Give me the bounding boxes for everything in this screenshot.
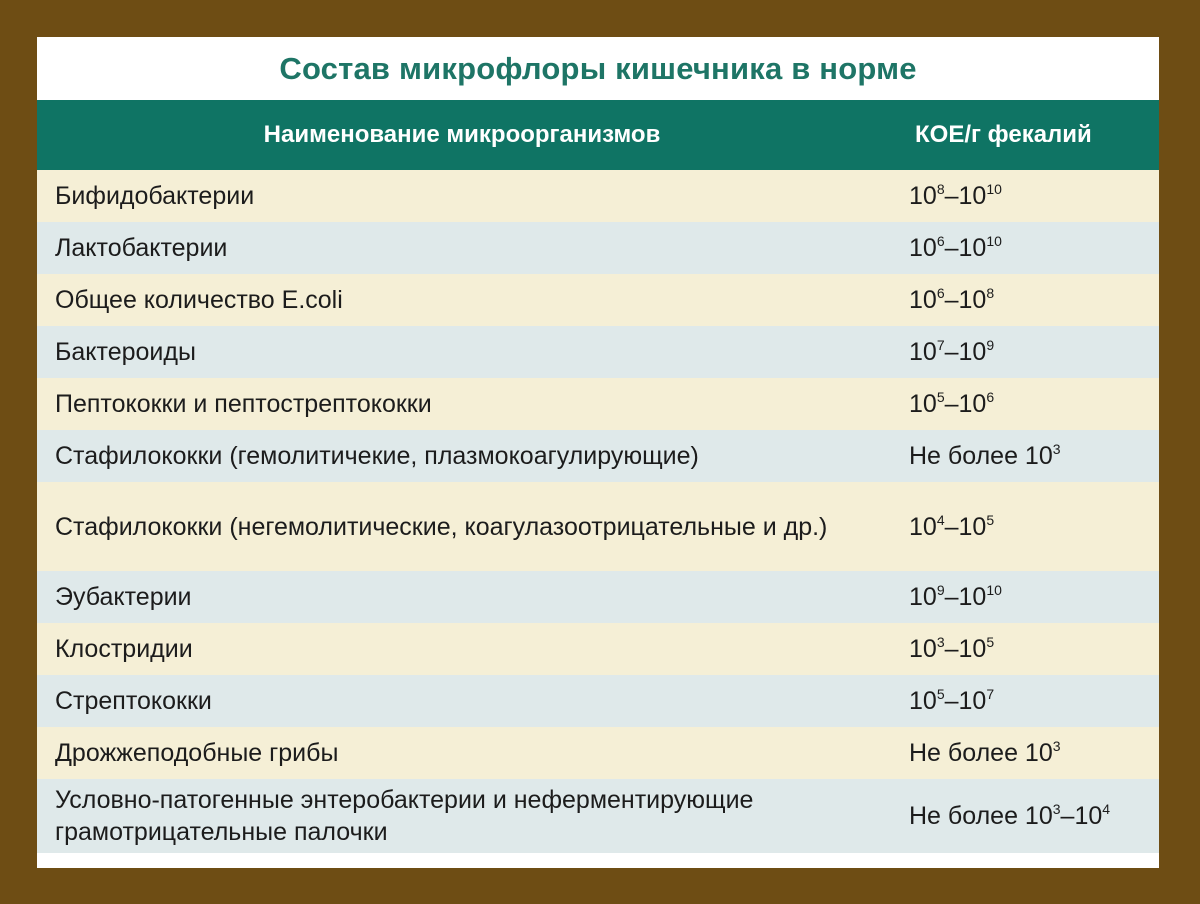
table-row (37, 675, 1159, 727)
microorganism-name: Стафилококки (гемолитичекие, плазмокоагулирующие) (55, 442, 699, 470)
value-prefix: Не более (909, 739, 1025, 767)
table-row (37, 623, 1159, 675)
table-row (37, 727, 1159, 779)
cfu-value (887, 284, 1159, 316)
value-base: 10 (1024, 739, 1053, 767)
value-base: 10 (958, 635, 987, 663)
cfu-value (887, 440, 1159, 472)
value-exponent: 9 (986, 337, 995, 353)
table-row (37, 482, 1159, 571)
header-name: Наименование микроорганизмов (263, 121, 661, 148)
table-row (37, 222, 1159, 274)
value-base: 10 (1024, 802, 1053, 830)
value-exponent: 10 (986, 233, 1002, 249)
value-base: 10 (958, 182, 987, 210)
table-header (37, 100, 1159, 170)
cfu-value (887, 180, 1159, 212)
cfu-value (887, 388, 1159, 420)
value-exponent: 5 (936, 686, 945, 702)
title-bar (37, 37, 1159, 100)
cfu-value (887, 633, 1159, 665)
cfu-value (887, 800, 1159, 832)
value-base: 10 (958, 512, 987, 541)
value-exponent: 5 (986, 511, 995, 528)
value-base: 10 (958, 687, 987, 715)
value-exponent: 4 (936, 511, 945, 528)
value-base: 10 (1074, 802, 1103, 830)
table-body (37, 170, 1159, 853)
cfu-value (887, 336, 1159, 368)
value-exponent: 3 (1052, 441, 1061, 457)
value-base: 10 (909, 687, 937, 715)
range-dash: – (944, 234, 959, 262)
table-row (37, 378, 1159, 430)
header-value: КОЕ/г фекалий (915, 121, 1092, 148)
value-base: 10 (1024, 442, 1053, 470)
range-dash: – (944, 390, 959, 418)
cfu-value (887, 511, 1159, 543)
value-exponent: 8 (986, 285, 995, 301)
cfu-value (887, 737, 1159, 769)
table-row (37, 571, 1159, 623)
cfu-value (887, 581, 1159, 613)
microorganism-name: Стрептококки (55, 687, 212, 715)
value-prefix: Не более (909, 802, 1025, 830)
value-base: 10 (909, 512, 937, 541)
value-base: 10 (909, 234, 937, 262)
range-dash: – (944, 512, 959, 541)
range-dash: – (944, 286, 959, 314)
value-base: 10 (909, 635, 937, 663)
microorganism-name: Условно-патогенные энтеробактерии и неферментирующие грамотрицательные палочки (55, 786, 754, 846)
microorganism-name: Клостридии (55, 635, 193, 663)
range-dash: – (944, 182, 959, 210)
value-exponent: 3 (1052, 738, 1061, 754)
value-base: 10 (958, 286, 987, 314)
microorganism-name: Бифидобактерии (55, 182, 255, 210)
value-exponent: 3 (936, 634, 945, 650)
value-exponent: 5 (936, 389, 945, 405)
value-base: 10 (958, 338, 987, 366)
microorganism-name: Дрожжеподобные грибы (55, 739, 339, 767)
value-exponent: 10 (986, 181, 1002, 197)
table-row (37, 274, 1159, 326)
microorganism-name: Лактобактерии (55, 234, 228, 262)
value-base: 10 (909, 390, 937, 418)
value-prefix: Не более (909, 442, 1025, 470)
microorganism-name: Стафилококки (негемолитические, коагулазоотрицательные и др.) (55, 512, 828, 541)
range-dash: – (944, 687, 959, 715)
microflora-table-card (37, 37, 1159, 868)
value-exponent: 4 (1102, 801, 1111, 817)
table-row (37, 326, 1159, 378)
value-exponent: 8 (936, 181, 945, 197)
value-base: 10 (909, 338, 937, 366)
range-dash: – (944, 635, 959, 663)
range-dash: – (944, 338, 959, 366)
value-exponent: 6 (986, 389, 995, 405)
cfu-value (887, 685, 1159, 717)
microorganism-name: Бактероиды (55, 338, 196, 366)
value-exponent: 6 (936, 233, 945, 249)
value-base: 10 (958, 390, 987, 418)
cfu-value (887, 232, 1159, 264)
value-exponent: 9 (936, 582, 945, 598)
value-base: 10 (909, 583, 937, 611)
value-exponent: 5 (986, 634, 995, 650)
table-row (37, 170, 1159, 222)
microorganism-name: Пептококки и пептострептококки (55, 390, 432, 418)
value-exponent: 6 (936, 285, 945, 301)
value-exponent: 10 (986, 582, 1002, 598)
value-base: 10 (958, 583, 987, 611)
range-dash: – (944, 583, 959, 611)
value-exponent: 7 (986, 686, 995, 702)
table-title: Состав микрофлоры кишечника в норме (279, 50, 917, 86)
value-exponent: 7 (936, 337, 945, 353)
table-row (37, 430, 1159, 482)
value-exponent: 3 (1052, 801, 1061, 817)
table-row (37, 779, 1159, 853)
microorganism-name: Эубактерии (55, 583, 192, 611)
range-dash: – (1060, 802, 1075, 830)
value-base: 10 (909, 182, 937, 210)
microorganism-name: Общее количество E.coli (55, 286, 343, 314)
value-base: 10 (909, 286, 937, 314)
value-base: 10 (958, 234, 987, 262)
